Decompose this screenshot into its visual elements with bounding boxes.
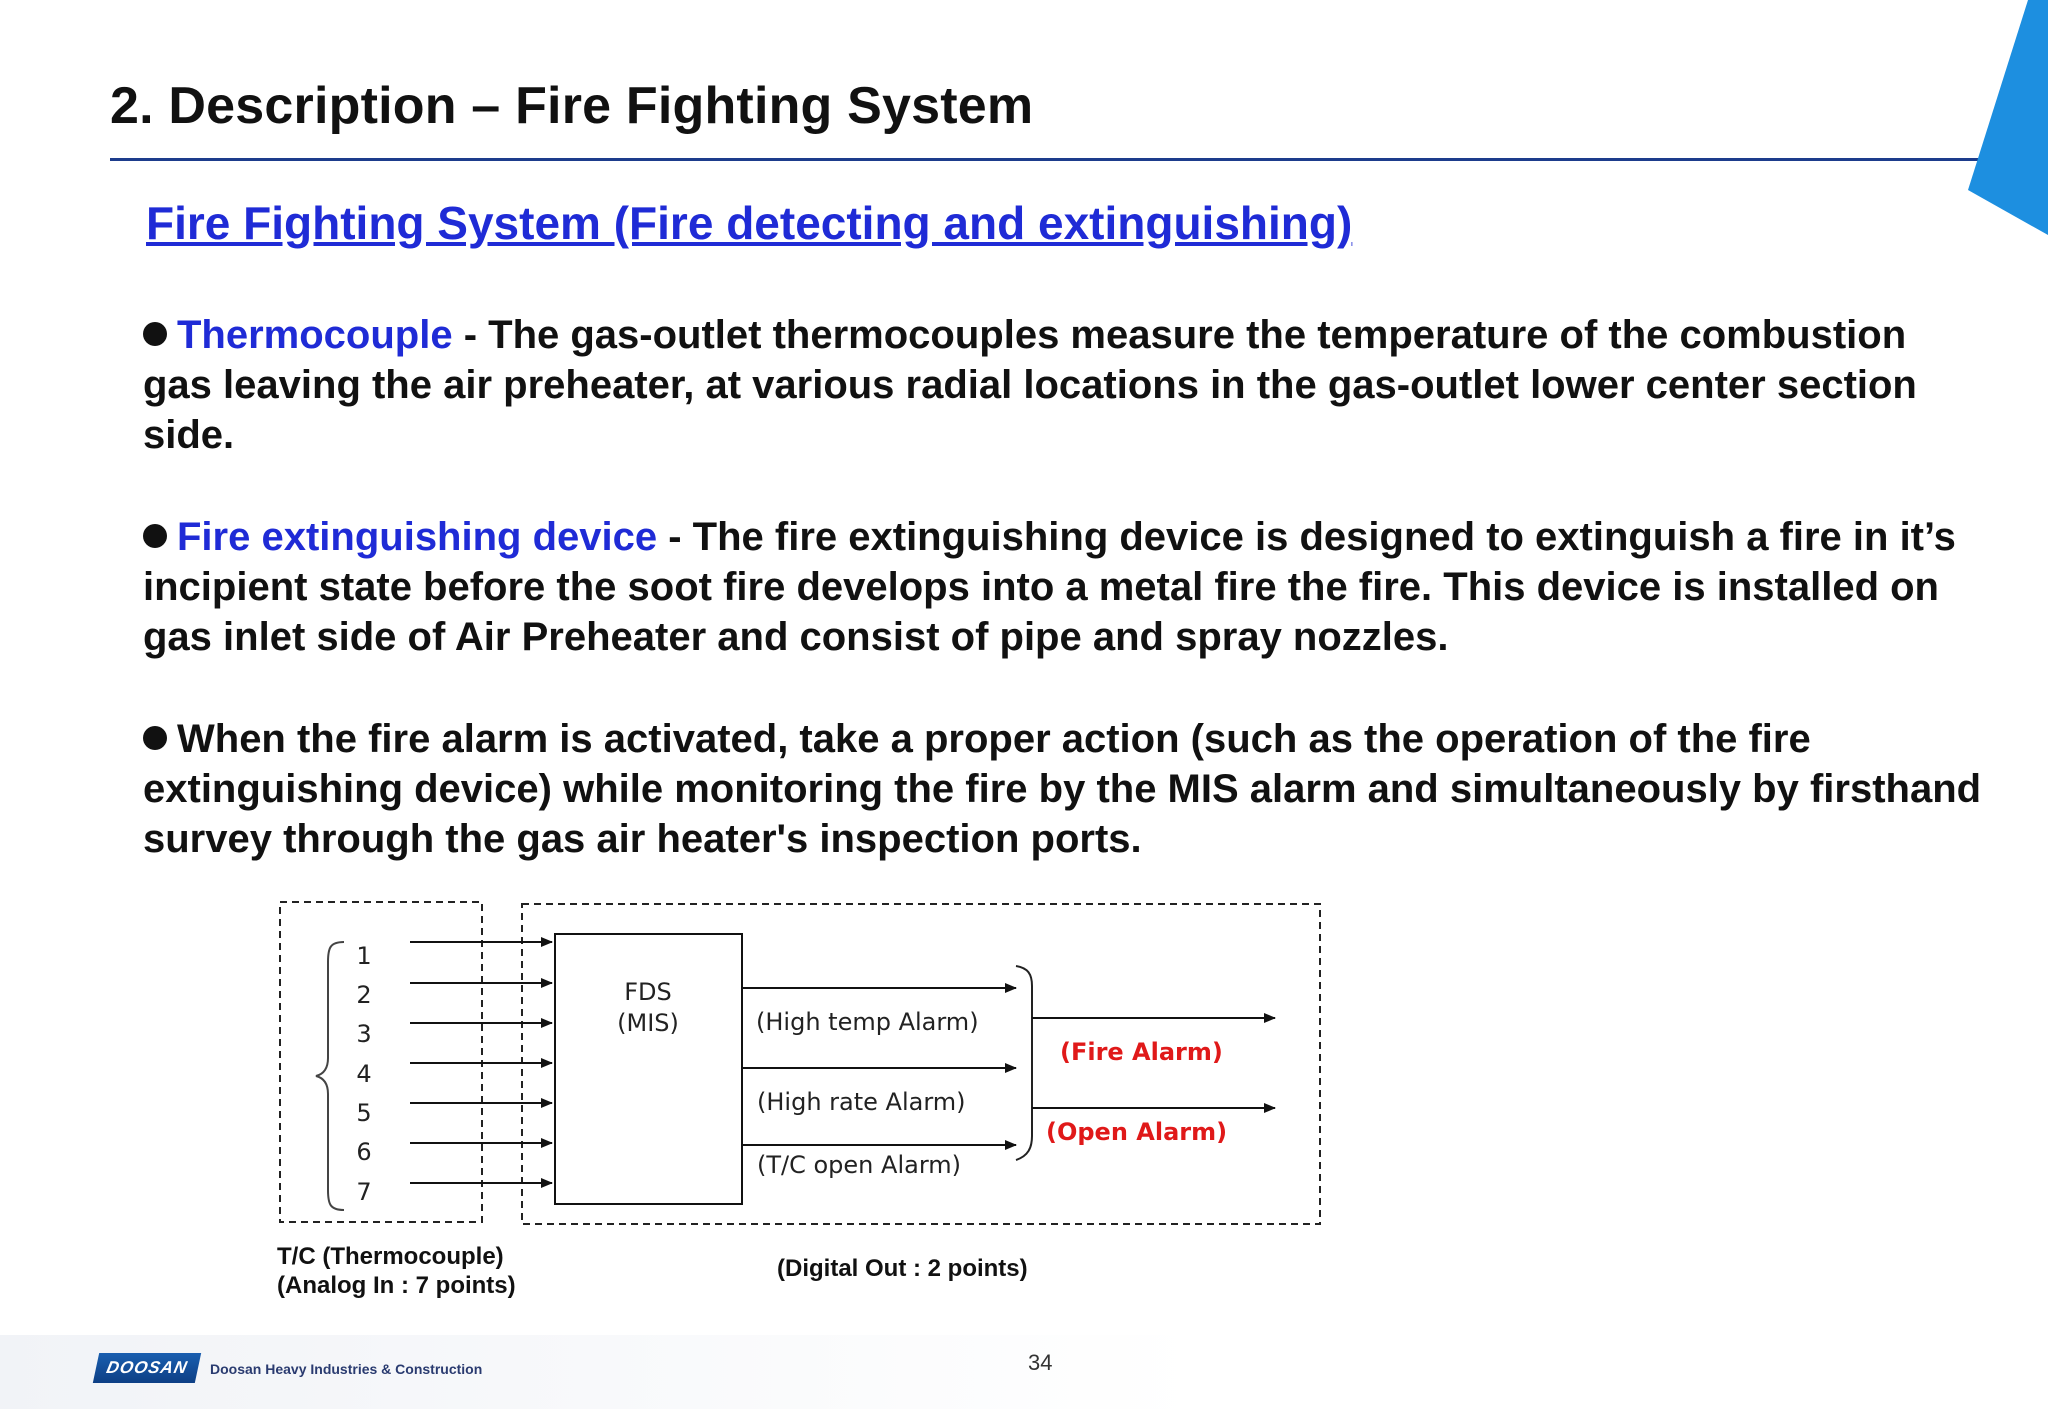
open-alarm-label: (Open Alarm) (1046, 1118, 1228, 1146)
mis-label: (MIS) (617, 1009, 679, 1037)
bullet-text: - The gas-outlet thermocouples measure the temperature of the combustion gas leaving the air preheater, at various radial locations in the gas-outlet lower center section side. (143, 313, 1917, 457)
input-label: 4 (356, 1060, 372, 1088)
bullet-text: - The fire extinguishing device is designed to extinguish a fire in it’s incipient state before the soot fire develops into a metal fire the fire. This device is installed on gas inlet side of Air Preheater and consist of pipe and spray nozzles. (143, 515, 1956, 659)
bullet-dot-icon (143, 726, 167, 750)
digital-out-caption: (Digital Out : 2 points) (777, 1255, 1028, 1282)
page-title: 2. Description – Fire Fighting System (110, 77, 1034, 135)
input-label: 3 (356, 1020, 372, 1048)
input-label: 7 (356, 1178, 372, 1206)
thermocouple-caption (277, 1242, 516, 1300)
bullet-fire-extinguishing-device (143, 512, 1983, 662)
doosan-logo: DOOSAN (93, 1353, 201, 1383)
signal-label: (T/C open Alarm) (757, 1151, 961, 1179)
signal-label: (High rate Alarm) (757, 1088, 966, 1116)
bullet-dot-icon (143, 524, 167, 548)
fds-mis-box (555, 934, 742, 1204)
company-name: Doosan Heavy Industries & Construction (210, 1361, 483, 1377)
input-curly-brace (316, 942, 344, 1210)
bullet-keyword: Thermocouple (177, 313, 453, 357)
title-divider (110, 158, 2010, 161)
signal-merge-bracket (1016, 966, 1032, 1160)
input-label: 6 (356, 1138, 372, 1166)
section-subtitle: Fire Fighting System (Fire detecting and extinguishing) (146, 197, 1353, 249)
bullet-fire-alarm-action (143, 714, 1983, 864)
fds-block-diagram (260, 890, 1340, 1240)
input-label: 5 (356, 1099, 372, 1127)
input-label: 2 (356, 981, 372, 1009)
bullet-keyword: Fire extinguishing device (177, 515, 658, 559)
bullet-thermocouple (143, 310, 1983, 460)
signal-label: (High temp Alarm) (756, 1008, 979, 1036)
bullet-dot-icon (143, 322, 167, 346)
caption-line: T/C (Thermocouple) (277, 1243, 504, 1270)
input-label: 1 (356, 942, 372, 970)
fds-label: FDS (624, 978, 672, 1006)
page-number: 34 (1028, 1350, 1053, 1375)
caption-line: (Analog In : 7 points) (277, 1272, 516, 1299)
bullet-text: When the fire alarm is activated, take a proper action (such as the operation of the fire extinguishing device) while monitoring the fire by the MIS alarm and simultaneously by firsthand survey through the gas air heater's inspection ports. (143, 717, 1982, 861)
fire-alarm-label: (Fire Alarm) (1060, 1038, 1223, 1066)
corner-accent-shape (1968, 0, 2048, 235)
